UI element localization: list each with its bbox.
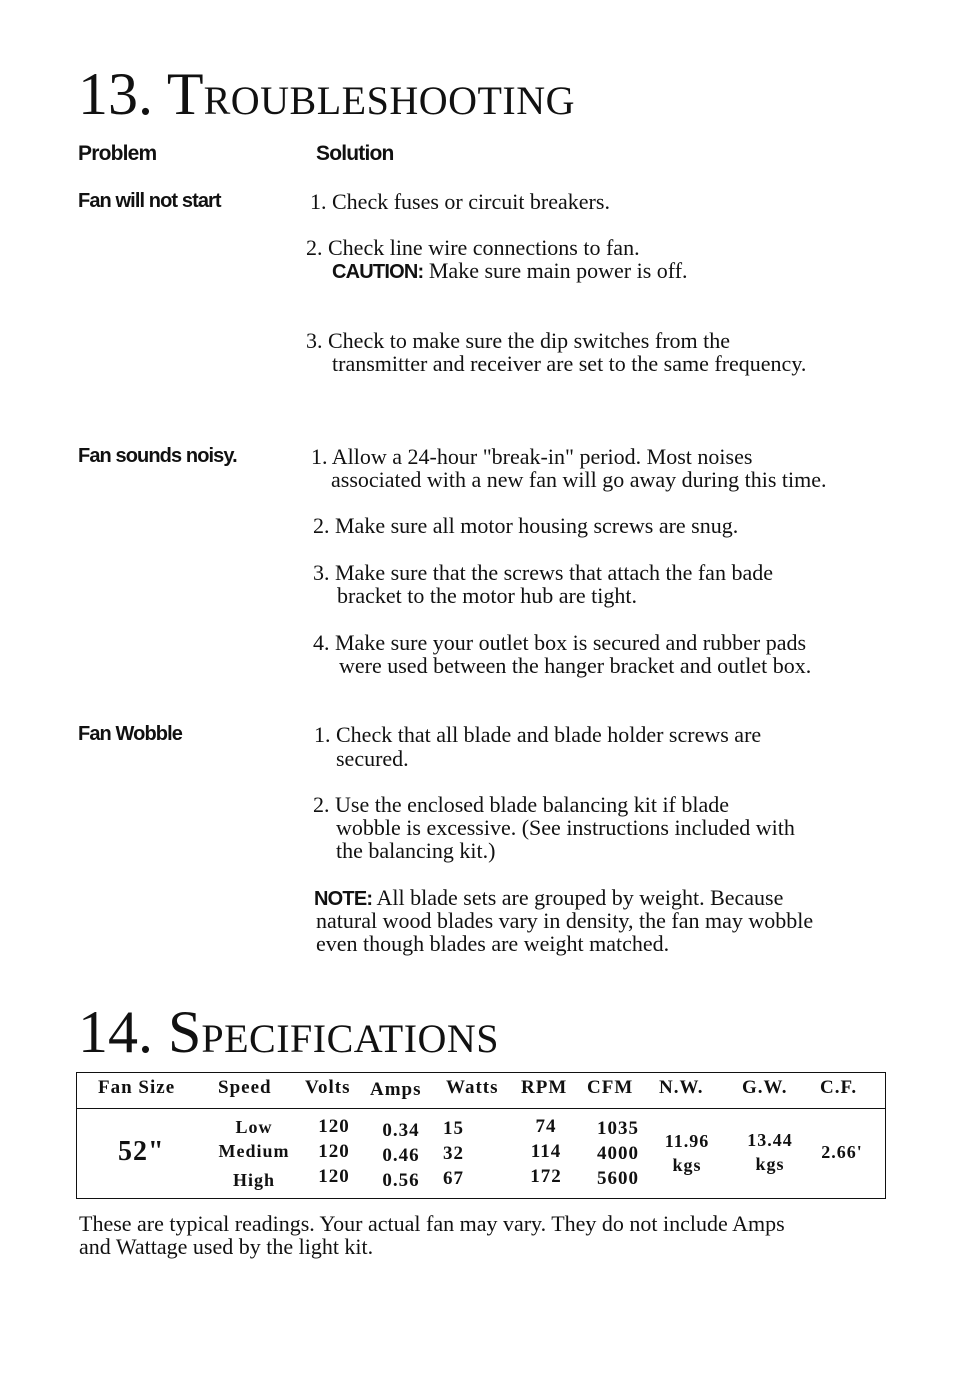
spec-table-divider bbox=[76, 1108, 886, 1109]
spec-nw bbox=[656, 1129, 718, 1177]
spec-cell: 13.44 bbox=[747, 1130, 793, 1150]
note-label: NOTE: bbox=[314, 888, 373, 910]
spec-cell: 4000 bbox=[597, 1143, 639, 1164]
solution-step-cont: secured. bbox=[336, 746, 409, 771]
problem-title: Fan will not start bbox=[78, 190, 221, 212]
spec-header: Volts bbox=[305, 1077, 351, 1098]
spec-speed bbox=[206, 1115, 302, 1192]
note-line: natural wood blades vary in density, the fan may wobble bbox=[316, 908, 814, 933]
solution-step: 2. Use the enclosed blade balancing kit if blade bbox=[313, 792, 730, 817]
spec-cell: 172 bbox=[530, 1166, 562, 1187]
title-initial: S bbox=[168, 999, 202, 1065]
caution-label: CAUTION: bbox=[332, 261, 424, 283]
caution-line bbox=[332, 259, 688, 284]
solution-step: 3. Check to make sure the dip switches from the bbox=[306, 328, 731, 353]
solution-step-cont: associated with a new fan will go away during this time. bbox=[331, 467, 827, 492]
section-number: 14. bbox=[78, 999, 153, 1065]
spec-volts bbox=[311, 1114, 357, 1189]
spec-header: Watts bbox=[446, 1077, 499, 1098]
spec-header: Speed bbox=[218, 1077, 272, 1098]
problem-title: Fan sounds noisy. bbox=[78, 445, 237, 467]
spec-cell: 74 bbox=[535, 1116, 557, 1137]
spec-cell: High bbox=[232, 1170, 275, 1190]
spec-cell: 5600 bbox=[597, 1168, 639, 1189]
spec-cell: 0.34 bbox=[382, 1120, 420, 1141]
caution-text: Make sure main power is off. bbox=[423, 258, 688, 283]
spec-cell: Low bbox=[235, 1117, 273, 1137]
spec-cell: 32 bbox=[443, 1143, 464, 1164]
spec-cell: 0.56 bbox=[382, 1170, 420, 1191]
title-initial: T bbox=[166, 61, 204, 127]
title-rest: ROUBLESHOOTING bbox=[203, 78, 576, 123]
spec-header: G.W. bbox=[742, 1077, 788, 1098]
spec-cell: 15 bbox=[443, 1118, 464, 1139]
column-header-solution: Solution bbox=[316, 142, 394, 165]
footnote-line: and Wattage used by the light kit. bbox=[79, 1234, 374, 1259]
spec-rpm bbox=[524, 1114, 568, 1189]
solution-step: 1. Allow a 24-hour "break-in" period. Most noises bbox=[311, 444, 753, 469]
solution-step-cont: were used between the hanger bracket and outlet box. bbox=[339, 653, 812, 678]
solution-step: 3. Make sure that the screws that attach the fan bade bbox=[313, 560, 773, 585]
solution-step: 1. Check fuses or circuit breakers. bbox=[310, 189, 610, 214]
column-header-problem: Problem bbox=[78, 142, 157, 165]
solution-step: 2. Make sure all motor housing screws are snug. bbox=[313, 513, 739, 538]
spec-cell: Medium bbox=[218, 1141, 290, 1161]
spec-fan-size: 52" bbox=[118, 1136, 165, 1167]
spec-cell: 120 bbox=[318, 1141, 350, 1162]
solution-step: 4. Make sure your outlet box is secured and rubber pads bbox=[313, 630, 807, 655]
spec-header: N.W. bbox=[659, 1077, 704, 1098]
note-line: even though blades are weight matched. bbox=[316, 931, 670, 956]
spec-cell: 114 bbox=[530, 1141, 562, 1162]
solution-step-cont: the balancing kit.) bbox=[336, 838, 496, 863]
spec-cf: 2.66' bbox=[821, 1142, 863, 1162]
section-title-troubleshooting bbox=[78, 61, 576, 131]
spec-watts bbox=[443, 1116, 471, 1191]
spec-header: CFM bbox=[587, 1077, 634, 1098]
spec-cell: kgs bbox=[672, 1155, 702, 1175]
spec-cell: 120 bbox=[318, 1116, 350, 1137]
spec-cfm bbox=[590, 1116, 646, 1191]
spec-header: Fan Size bbox=[98, 1077, 176, 1098]
spec-header: C.F. bbox=[820, 1077, 858, 1098]
spec-header: RPM bbox=[521, 1077, 568, 1098]
note-text: All blade sets are grouped by weight. Because bbox=[372, 885, 784, 910]
solution-step-cont: bracket to the motor hub are tight. bbox=[337, 583, 637, 608]
spec-cell: 67 bbox=[443, 1168, 464, 1189]
spec-cell: 120 bbox=[318, 1166, 350, 1187]
spec-cell: kgs bbox=[755, 1154, 785, 1174]
footnote-line: These are typical readings. Your actual fan may vary. They do not include Amps bbox=[79, 1211, 785, 1236]
section-number: 13. bbox=[78, 61, 153, 127]
title-rest: PECIFICATIONS bbox=[201, 1016, 500, 1061]
spec-cell: 1035 bbox=[597, 1118, 639, 1139]
spec-gw bbox=[739, 1128, 801, 1176]
solution-step-cont: wobble is excessive. (See instructions included with bbox=[336, 815, 795, 840]
solution-step: 2. Check line wire connections to fan. bbox=[306, 235, 640, 260]
solution-step: 1. Check that all blade and blade holder screws are bbox=[314, 722, 762, 747]
spec-amps bbox=[374, 1118, 428, 1193]
solution-step-cont: transmitter and receiver are set to the same frequency. bbox=[332, 351, 807, 376]
spec-cell: 0.46 bbox=[382, 1145, 420, 1166]
problem-title: Fan Wobble bbox=[78, 723, 182, 745]
spec-cell: 11.96 bbox=[664, 1131, 710, 1151]
section-title-specifications bbox=[78, 999, 500, 1069]
spec-header: Amps bbox=[370, 1079, 422, 1100]
